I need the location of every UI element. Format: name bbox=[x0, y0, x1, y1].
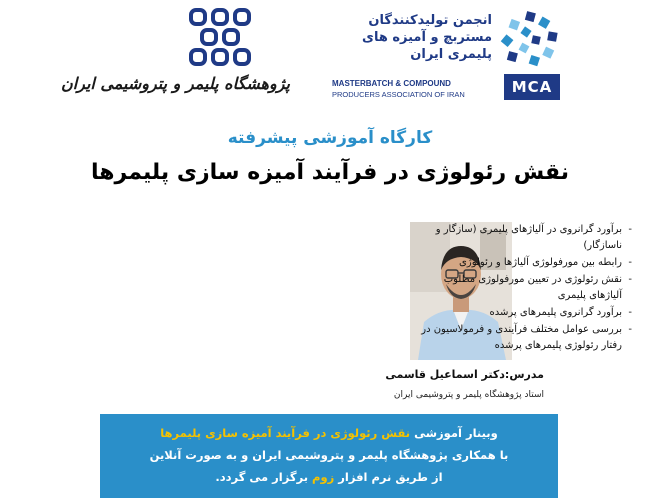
ippi-institute-name: پژوهشگاه پلیمر و پتروشیمی ایران bbox=[60, 74, 290, 93]
banner-text: برگزار می گردد. bbox=[215, 470, 313, 484]
mca-logo bbox=[332, 6, 560, 116]
topics-list bbox=[414, 222, 632, 355]
mca-dots-icon bbox=[500, 10, 560, 72]
mca-fa-line: انجمن تولیدکنندگان bbox=[368, 13, 492, 28]
webinar-banner bbox=[100, 414, 558, 498]
mca-fa-line: پلیمری ایران bbox=[410, 47, 492, 62]
banner-text: وبینار آموزشی bbox=[410, 426, 498, 440]
topic-item: - برآورد گرانروی در آلیاژهای پلیمری (سازگار و ناسازگار) bbox=[414, 222, 632, 254]
instructor-name: مدرس:دکتر اسماعیل قاسمی bbox=[385, 368, 544, 381]
mca-mark bbox=[500, 10, 560, 100]
banner-highlight: نقش رئولوژی در فرآیند آمیزه سازی پلیمرها bbox=[160, 426, 411, 440]
ippi-logo bbox=[60, 6, 290, 116]
topic-item: - برآورد گرانروی پلیمرهای پرشده bbox=[414, 305, 632, 321]
workshop-title: نقش رئولوژی در فرآیند آمیزه سازی پلیمرها bbox=[91, 160, 569, 185]
banner-highlight: زوم bbox=[312, 470, 335, 484]
mca-en-line: PRODUCERS ASSOCIATION OF IRAN bbox=[332, 90, 465, 99]
mca-fa-line: مستربچ و آمیزه های bbox=[362, 30, 492, 45]
mca-persian-name bbox=[342, 12, 492, 63]
instructor-affiliation: استاد پژوهشگاه پلیمر و پتروشیمی ایران bbox=[393, 390, 544, 400]
topic-item: - بررسی عوامل مختلف فرآیندی و فرمولاسیون در رفتار رئولوژی پلیمرهای پرشده bbox=[414, 322, 632, 354]
ippi-emblem-icon bbox=[185, 6, 255, 68]
banner-line-3 bbox=[100, 470, 558, 484]
mca-english-name bbox=[332, 78, 492, 100]
topic-item: - نقش رئولوژی در تعیین مورفولوژی مطلوب آلیاژهای پلیمری bbox=[414, 272, 632, 304]
mca-en-line: MASTERBATCH & COMPOUND bbox=[332, 79, 451, 88]
banner-line-1 bbox=[100, 426, 558, 440]
topic-item: - رابطه بین مورفولوژی آلیاژها و رئولوژی bbox=[414, 255, 632, 271]
workshop-subtitle: کارگاه آموزشی پیشرفته bbox=[227, 128, 433, 148]
mca-wordmark: MCA bbox=[504, 74, 560, 100]
banner-text: از طریق نرم افزار bbox=[334, 470, 443, 484]
banner-line-2: با همکاری پژوهشگاه پلیمر و پتروشیمی ایران و به صورت آنلاین bbox=[149, 448, 509, 462]
